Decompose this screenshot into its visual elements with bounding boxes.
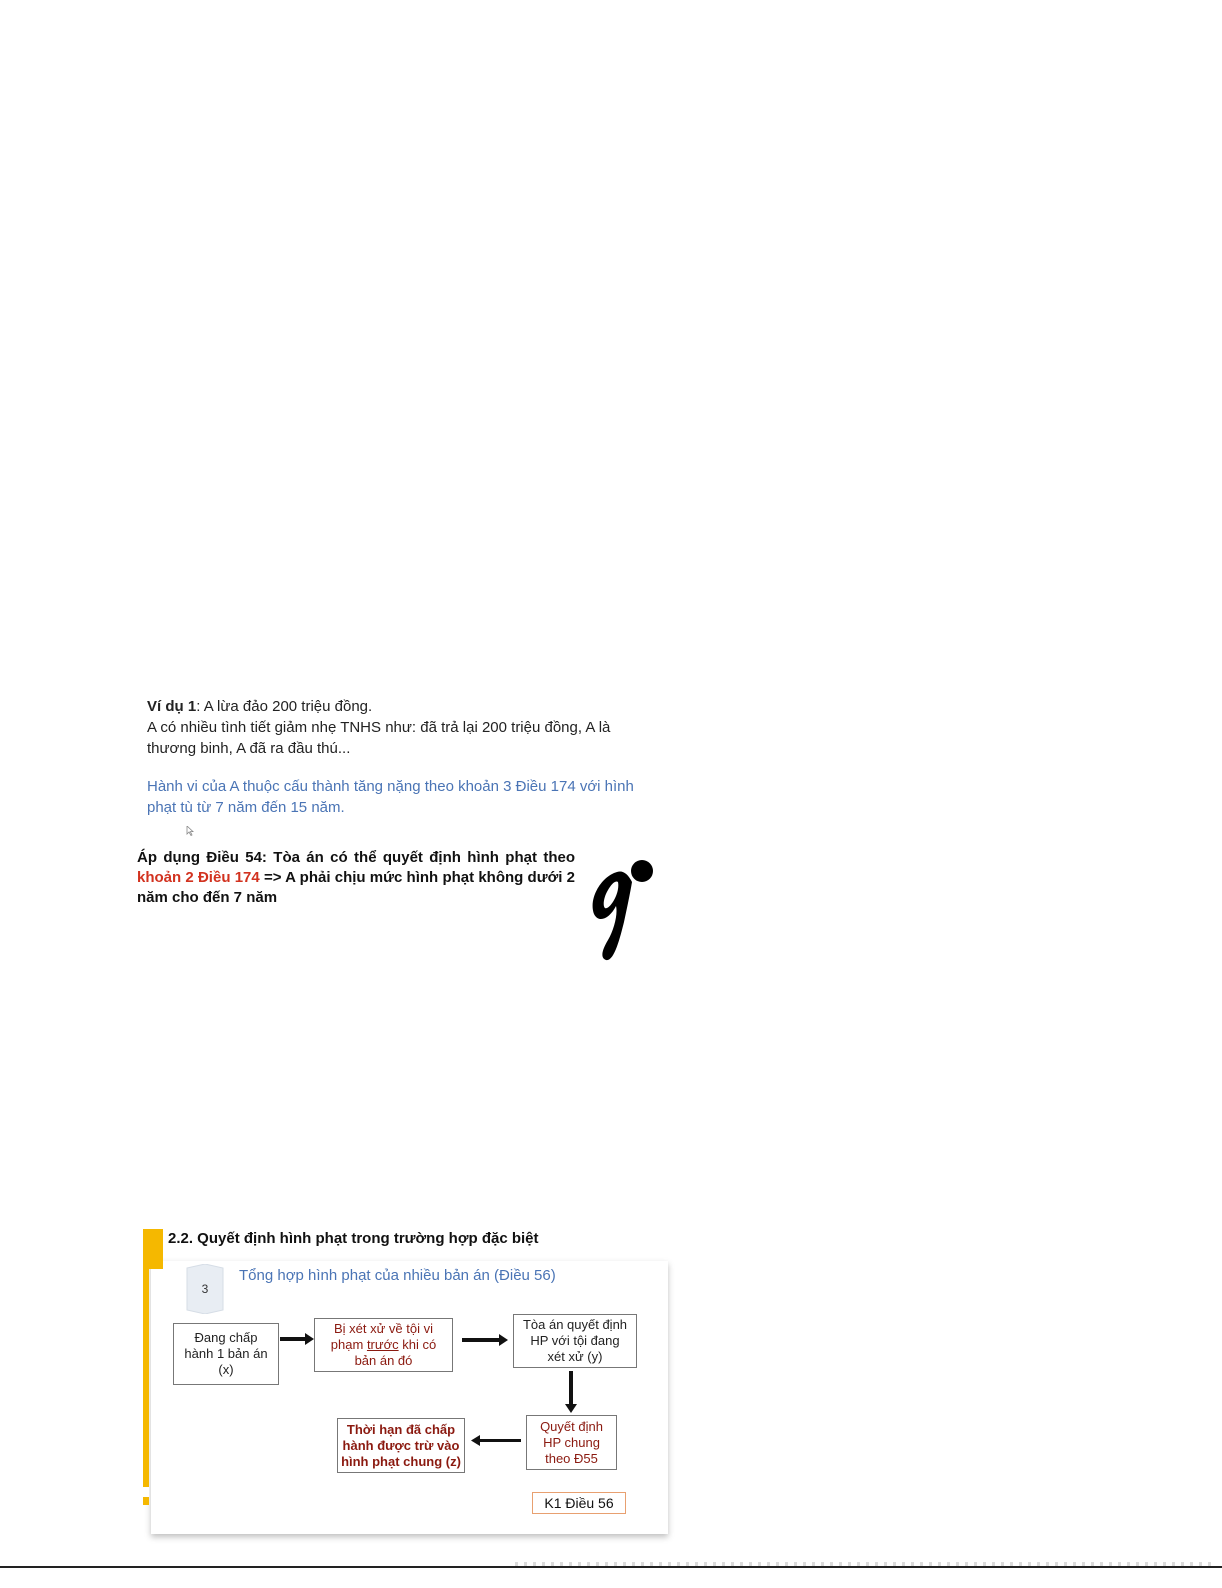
badge-number: 3: [201, 1282, 209, 1296]
example-1-line-1: [147, 696, 652, 717]
box5-line-1: Thời hạn đã chấp: [346, 1421, 456, 1437]
box2-underlined-word: trước: [366, 1337, 399, 1352]
apply-text-2: => A phải chịu mức hình phạt không dưới 2: [259, 869, 575, 886]
handwritten-mark-icon: [590, 858, 660, 966]
example-1-line-2: A có nhiều tình tiết giảm nhẹ TNHS như: đã trả lại 200 triệu đồng, A là: [147, 719, 611, 736]
box-serving-sentence: [173, 1323, 279, 1385]
lecture-slide: [143, 1229, 668, 1539]
mouse-pointer-icon: [186, 826, 194, 836]
accent-gap: [143, 1487, 149, 1497]
box2-line-2-post: khi có: [398, 1337, 437, 1352]
arrow-down-icon: [564, 1371, 578, 1413]
box2-line-1: Bị xét xử về tội vi: [333, 1321, 433, 1336]
box2-line-3: bản án đó: [354, 1353, 413, 1368]
slide-subtitle: Tổng hợp hình phạt của nhiều bản án (Điều 56): [239, 1267, 556, 1284]
box-general-penalty: [526, 1415, 617, 1470]
example-1-block: [147, 696, 652, 818]
apply-text-3: năm cho đến 7 năm: [137, 889, 278, 906]
accent-bar: [143, 1229, 149, 1497]
example-1-statement: : A lừa đảo 200 triệu đồng.: [196, 698, 373, 715]
box-tried-earlier-crime: [314, 1318, 453, 1372]
box4-line-3: theo Đ55: [545, 1450, 598, 1466]
box-time-served-deducted: [337, 1418, 465, 1473]
box1-line-3: (x): [218, 1362, 234, 1377]
box1-line-1: Đang chấp: [194, 1330, 258, 1345]
analysis-line-2: phạt tù từ 7 năm đến 15 năm.: [147, 799, 345, 816]
box-court-decides: [513, 1314, 637, 1368]
apply-article-54: [137, 848, 575, 908]
box5-line-3: hình phạt chung (z): [341, 1453, 461, 1469]
box-article-reference: K1 Điều 56: [532, 1492, 626, 1514]
box4-line-2: HP chung: [543, 1434, 600, 1450]
accent-block: [143, 1229, 163, 1269]
box2-line-2-pre: phạm: [330, 1337, 367, 1352]
box1-line-2: hành 1 bản án: [184, 1346, 268, 1361]
box3-line-2: HP với tội đang: [530, 1333, 620, 1348]
example-1-analysis: [147, 776, 652, 818]
box2-line-2: [331, 1337, 436, 1353]
arrow-right-icon: [462, 1333, 508, 1347]
apply-text-1: Áp dụng Điều 54: Tòa án có thể quyết định hình phạt theo: [137, 849, 575, 866]
box4-line-1: Quyết định: [540, 1418, 603, 1434]
analysis-line-1: Hành vi của A thuộc cấu thành tăng nặng theo khoản 3 Điều 174 với hình: [147, 778, 634, 795]
arrow-right-icon: [280, 1332, 314, 1346]
box5-line-2: hành được trừ vào: [342, 1437, 460, 1453]
apply-highlight: khoản 2 Điều 174: [137, 869, 260, 886]
example-1-line-3: thương binh, A đã ra đầu thú...: [147, 740, 351, 757]
box3-line-3: xét xử (y): [547, 1349, 603, 1364]
slide-title: 2.2. Quyết định hình phạt trong trường hợp đặc biệt: [168, 1230, 539, 1247]
page-bottom-rule: [0, 1566, 1222, 1568]
box3-line-1: Tòa án quyết định: [522, 1317, 628, 1332]
accent-bar-end: [143, 1497, 149, 1505]
arrow-left-icon: [471, 1435, 521, 1447]
example-label: Ví dụ 1: [147, 698, 197, 715]
